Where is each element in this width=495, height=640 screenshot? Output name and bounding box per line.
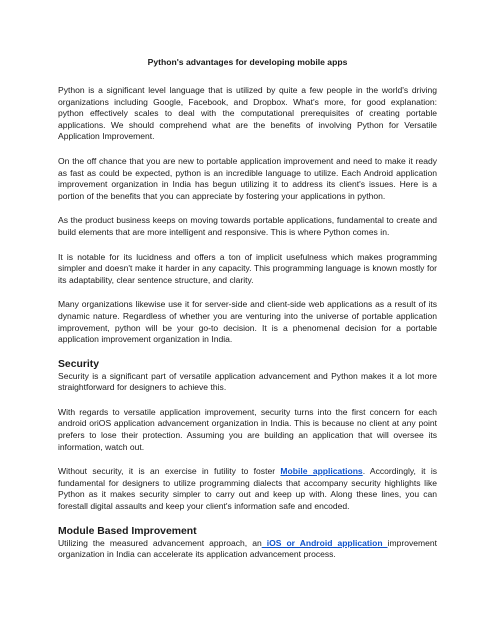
ios-android-application-link[interactable]: iOS or Android application [261, 537, 388, 548]
security-paragraph-1: Security is a significant part of versatile application advancement and Python makes it a lot more straightforward for designers to achieve this. [58, 370, 437, 393]
document-title: Python's advantages for developing mobile apps [147, 57, 348, 67]
security-paragraph-2: With regards to versatile application improvement, security turns into the first concern for each android oriOS application advancement organization in India. This is because no client at any point prefers to lose their protection. Assuming you are building an application that will oversee its information, watch out. [58, 406, 437, 452]
intro-paragraph-5: Many organizations likewise use it for server-side and client-side web applications as a result of its dynamic nature. Regardless of whether you are venturing into the universe of portable application improvement, python will be your go-to decision. It is a phenomenal decision for a portable application improvement organization in India. [58, 299, 437, 345]
mobile-applications-link[interactable]: Mobile applications [280, 466, 363, 477]
module-paragraph-1 [58, 538, 437, 561]
intro-paragraph-3: As the product business keeps on moving towards portable applications, fundamental to create and build elements that are more intelligent and responsive. This is where Python comes in. [58, 215, 437, 237]
security-paragraph-3-start: Without security, it is an exercise in futility to foster [58, 466, 281, 477]
security-heading: Security [58, 358, 100, 370]
intro-paragraph-1: Python is a significant level language that is utilized by quite a few people in the world's driving organizations including Google, Facebook, and Dropbox. What's more, for good explanation: python effectively scales to deal with the computational prerequisites of creating portable applications. We should comprehend what are the benefits of involving Python for Versatile Application Improvement. [58, 85, 437, 142]
intro-paragraph-2: On the off chance that you are new to portable application improvement and need to make it ready as fast as could be expected, python is an incredible language to utilize. Each Android application improvement organization in India has begun utilizing it to address its client's issues. Here is a portion of the benefits that you can appreciate by fostering your applications in python. [58, 155, 437, 201]
module-heading: Module Based Improvement [58, 525, 197, 537]
module-paragraph-1-start: Utilizing the measured advancement approach, an [58, 537, 262, 548]
module-paragraph-1-end: improvement organization in India can accelerate its application advancement process. [58, 537, 437, 560]
security-paragraph-3 [58, 466, 437, 512]
intro-paragraph-4: It is notable for its lucidness and offers a ton of implicit usefulness which makes programming simpler and doesn't make it harder in any capacity. This programming language is known mostly for its adaptability, clear sentence structure, and clarity. [58, 251, 437, 285]
security-paragraph-3-end: . Accordingly, it is fundamental for designers to utilize programming dialects that accompany security highlights like Python as it makes security simpler to carry out and keep up with. Along these lines, you can forestall digital assaults and keep your client's information safe and encoded. [58, 466, 437, 512]
